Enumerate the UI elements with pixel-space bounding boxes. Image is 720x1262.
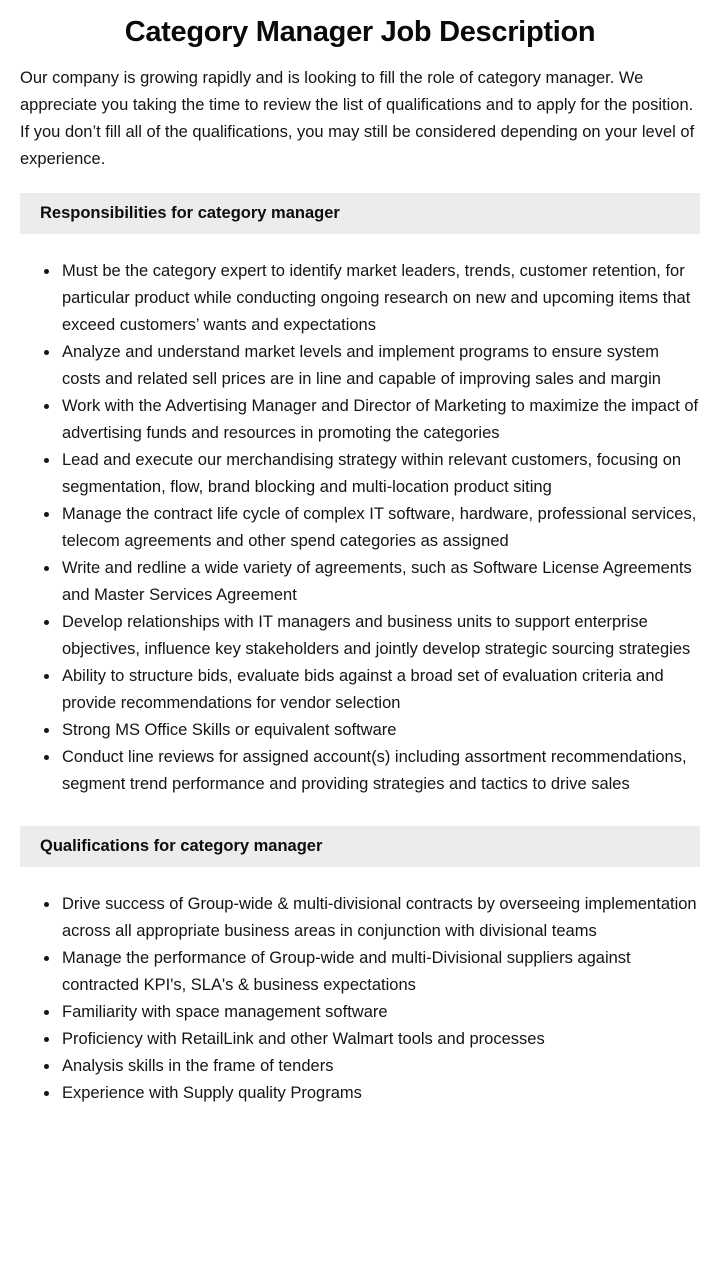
bullet-item: • Analyze and understand market levels and implement programs to ensure system costs and related sell prices are in line and capable of improving sales and margin	[60, 339, 700, 393]
page-title: Category Manager Job Description	[124, 16, 596, 48]
section-heading: Qualifications for category manager	[40, 837, 323, 855]
intro-paragraph: Our company is growing rapidly and is looking to fill the role of category manager. We appreciate you taking the time to review the list of qualifications and to apply for the position. If you don’t fill all of the qualifications, you may still be considered depending on your level of experience.	[20, 69, 695, 168]
bullet-item: • Drive success of Group-wide & multi-divisional contracts by overseeing implementation across all appropriate business areas in conjunction with divisional teams	[60, 891, 700, 945]
bullet-item: • Proficiency with RetailLink and other Walmart tools and processes	[60, 1026, 700, 1053]
responsibilities-list	[20, 258, 700, 798]
section-heading: Responsibilities for category manager	[40, 204, 340, 222]
bullet-item: • Manage the contract life cycle of complex IT software, hardware, professional services, telecom agreements and other spend categories as assigned	[60, 501, 700, 555]
bullet-item: • Familiarity with space management software	[60, 999, 700, 1026]
qualifications-list	[20, 891, 700, 1107]
section-header-qualifications	[20, 826, 700, 867]
bullet-item: • Must be the category expert to identify market leaders, trends, customer retention, for particular product while conducting ongoing research on new and upcoming items that exceed customers’ wants and expectations	[60, 258, 700, 339]
section-header-responsibilities	[20, 193, 700, 234]
bullet-item: • Manage the performance of Group-wide and multi-Divisional suppliers against contracted KPI's, SLA's & business expectations	[60, 945, 700, 999]
bullet-item: • Work with the Advertising Manager and Director of Marketing to maximize the impact of advertising funds and resources in promoting the categories	[60, 393, 700, 447]
bullet-item: • Write and redline a wide variety of agreements, such as Software License Agreements and Master Services Agreement	[60, 555, 700, 609]
job-description-page	[0, 16, 720, 1165]
bullet-item: • Analysis skills in the frame of tenders	[60, 1053, 700, 1080]
bullet-item: • Experience with Supply quality Programs	[60, 1080, 700, 1107]
bullet-item: • Ability to structure bids, evaluate bids against a broad set of evaluation criteria and provide recommendations for vendor selection	[60, 663, 700, 717]
bullet-item: • Strong MS Office Skills or equivalent software	[60, 717, 700, 744]
bullet-item: • Develop relationships with IT managers and business units to support enterprise objectives, influence key stakeholders and jointly develop strategic sourcing strategies	[60, 609, 700, 663]
bullet-item: • Conduct line reviews for assigned account(s) including assortment recommendations, segment trend performance and providing strategies and tactics to drive sales	[60, 744, 700, 798]
bullet-item: • Lead and execute our merchandising strategy within relevant customers, focusing on segmentation, flow, brand blocking and multi-location product siting	[60, 447, 700, 501]
